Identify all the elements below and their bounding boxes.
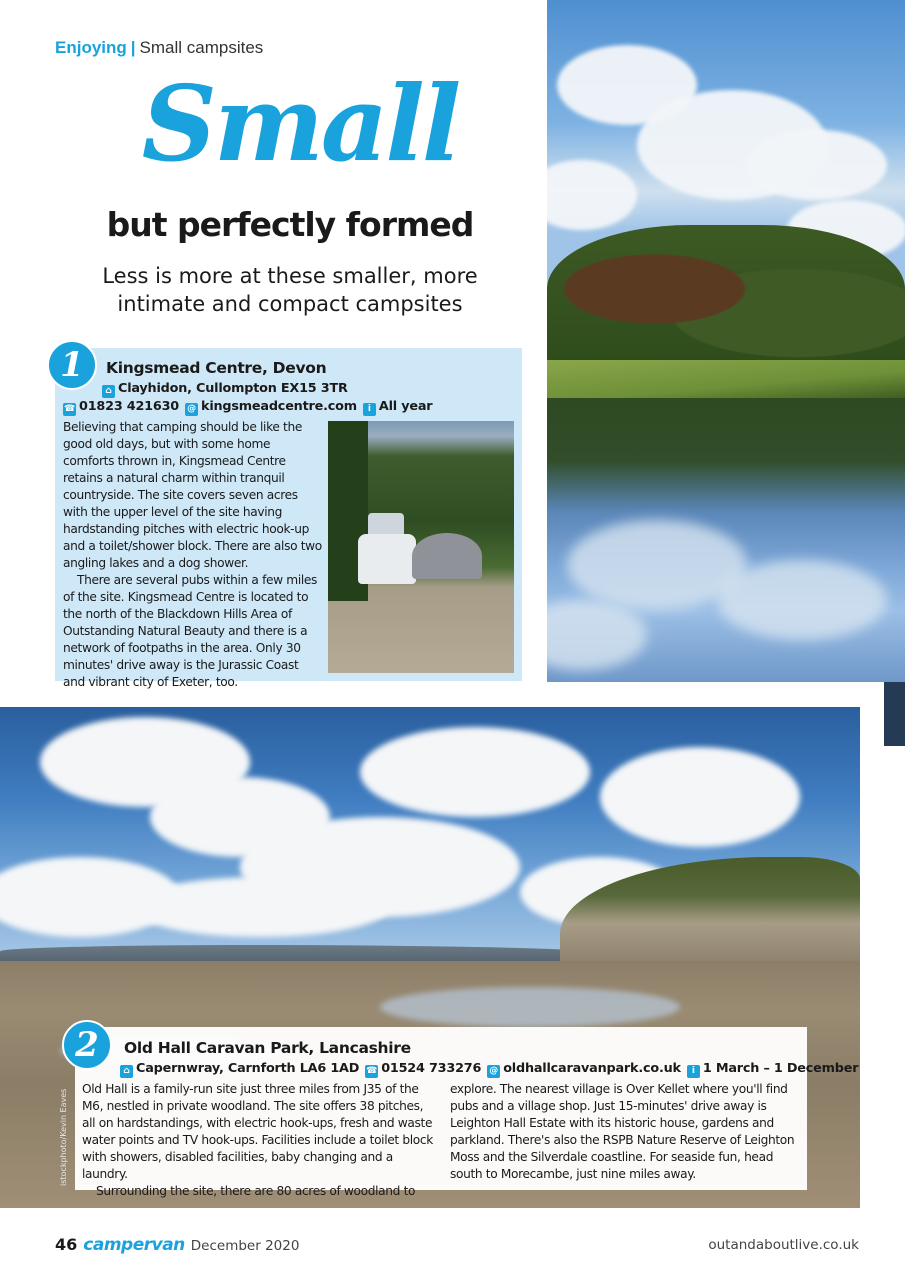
listing-1-phone: 01823 421630 bbox=[79, 399, 180, 414]
folio bbox=[55, 1235, 299, 1255]
web-icon: @ bbox=[487, 1065, 500, 1078]
location-icon: ⌂ bbox=[102, 385, 115, 398]
section-separator: | bbox=[130, 38, 136, 57]
section-subcategory: Small campsites bbox=[139, 38, 264, 57]
location-icon: ⌂ bbox=[120, 1065, 133, 1078]
photo-credit: istockphoto/Kevin Eaves bbox=[59, 1088, 68, 1186]
listing-2-column-1 bbox=[82, 1081, 437, 1200]
headline-main: Small bbox=[141, 62, 459, 185]
phone-icon: ☎ bbox=[366, 1066, 378, 1076]
lake-photo bbox=[547, 0, 905, 682]
info-icon: i bbox=[687, 1065, 700, 1078]
listing-2-phone: 01524 733276 bbox=[381, 1061, 482, 1076]
listing-1-address: Clayhidon, Cullompton EX15 3TR bbox=[118, 381, 348, 396]
listing-1-open: All year bbox=[378, 399, 433, 414]
magazine-logo: campervan bbox=[83, 1235, 185, 1255]
listing-1-contact-line bbox=[63, 399, 432, 416]
issue-date: December 2020 bbox=[190, 1238, 300, 1254]
listing-2-number: 2 bbox=[62, 1020, 112, 1070]
listing-2-address: Capernwray, Carnforth LA6 1AD bbox=[136, 1061, 360, 1076]
standfirst: Less is more at these smaller, more intimate and compact campsites bbox=[102, 264, 478, 316]
phone-icon: ☎ bbox=[63, 404, 75, 414]
listing-2-open: 1 March – 1 December bbox=[702, 1061, 859, 1076]
listing-2-column-2 bbox=[450, 1081, 795, 1183]
listing-1-body bbox=[63, 419, 323, 691]
web-icon: @ bbox=[185, 403, 198, 416]
listing-2-paragraph: Surrounding the site, there are 80 acres of woodland to bbox=[96, 1184, 416, 1198]
listing-2-website[interactable]: oldhallcaravanpark.co.uk bbox=[503, 1061, 681, 1076]
headline-sub: but perfectly formed bbox=[106, 205, 474, 244]
info-icon: i bbox=[363, 403, 376, 416]
listing-2-name: Old Hall Caravan Park, Lancashire bbox=[124, 1039, 411, 1057]
footer-url[interactable]: outandaboutlive.co.uk bbox=[708, 1237, 859, 1253]
listing-1-number: 1 bbox=[47, 340, 97, 390]
listing-2-paragraph: explore. The nearest village is Over Kellet where you'll find pubs and a village shop. Just 15-minutes' drive away is Leighton Hall Estate with its historic house, gardens and parkland. There's also the RSPB Nature Reserve of Leighton Moss and the Silverdale coastline. For seaside fun, head south to Morecambe, just nine miles away. bbox=[450, 1082, 795, 1181]
page-edge-tab bbox=[884, 682, 905, 746]
section-label bbox=[55, 38, 263, 58]
listing-1-website[interactable]: kingsmeadcentre.com bbox=[201, 399, 357, 414]
campsite-photo bbox=[328, 421, 514, 673]
section-category: Enjoying bbox=[55, 38, 127, 57]
listing-1-paragraph: Believing that camping should be like the good old days, but with some home comforts thrown in, Kingsmead Centre retains a natural charm within tranquil countryside. The site covers seven acres with the upper level of the site having hardstanding pitches with electric hook-up and a toilet/shower block. There are also two angling lakes and a dog shower. bbox=[63, 420, 322, 570]
listing-1-paragraph: There are several pubs within a few miles of the site. Kingsmead Centre is located to the north of the Blackdown Hills Area of Outstanding Natural Beauty and there is a network of footpaths in the area. Only 30 minutes' drive away is the Jurassic Coast and vibrant city of Exeter, too. bbox=[63, 573, 318, 689]
listing-1-address-line bbox=[102, 381, 348, 398]
listing-1-name: Kingsmead Centre, Devon bbox=[106, 359, 327, 377]
page-number: 46 bbox=[55, 1235, 78, 1254]
listing-2-contact-line bbox=[120, 1061, 858, 1078]
listing-2-paragraph: Old Hall is a family-run site just three miles from J35 of the M6, nestled in private woodland. The site offers 38 pitches, all on hardstandings, with electric hook-ups, fresh and waste water points and TV hook-ups. Facilities include a toilet block with showers, disabled facilities, baby changing and a laundry. bbox=[82, 1082, 433, 1181]
